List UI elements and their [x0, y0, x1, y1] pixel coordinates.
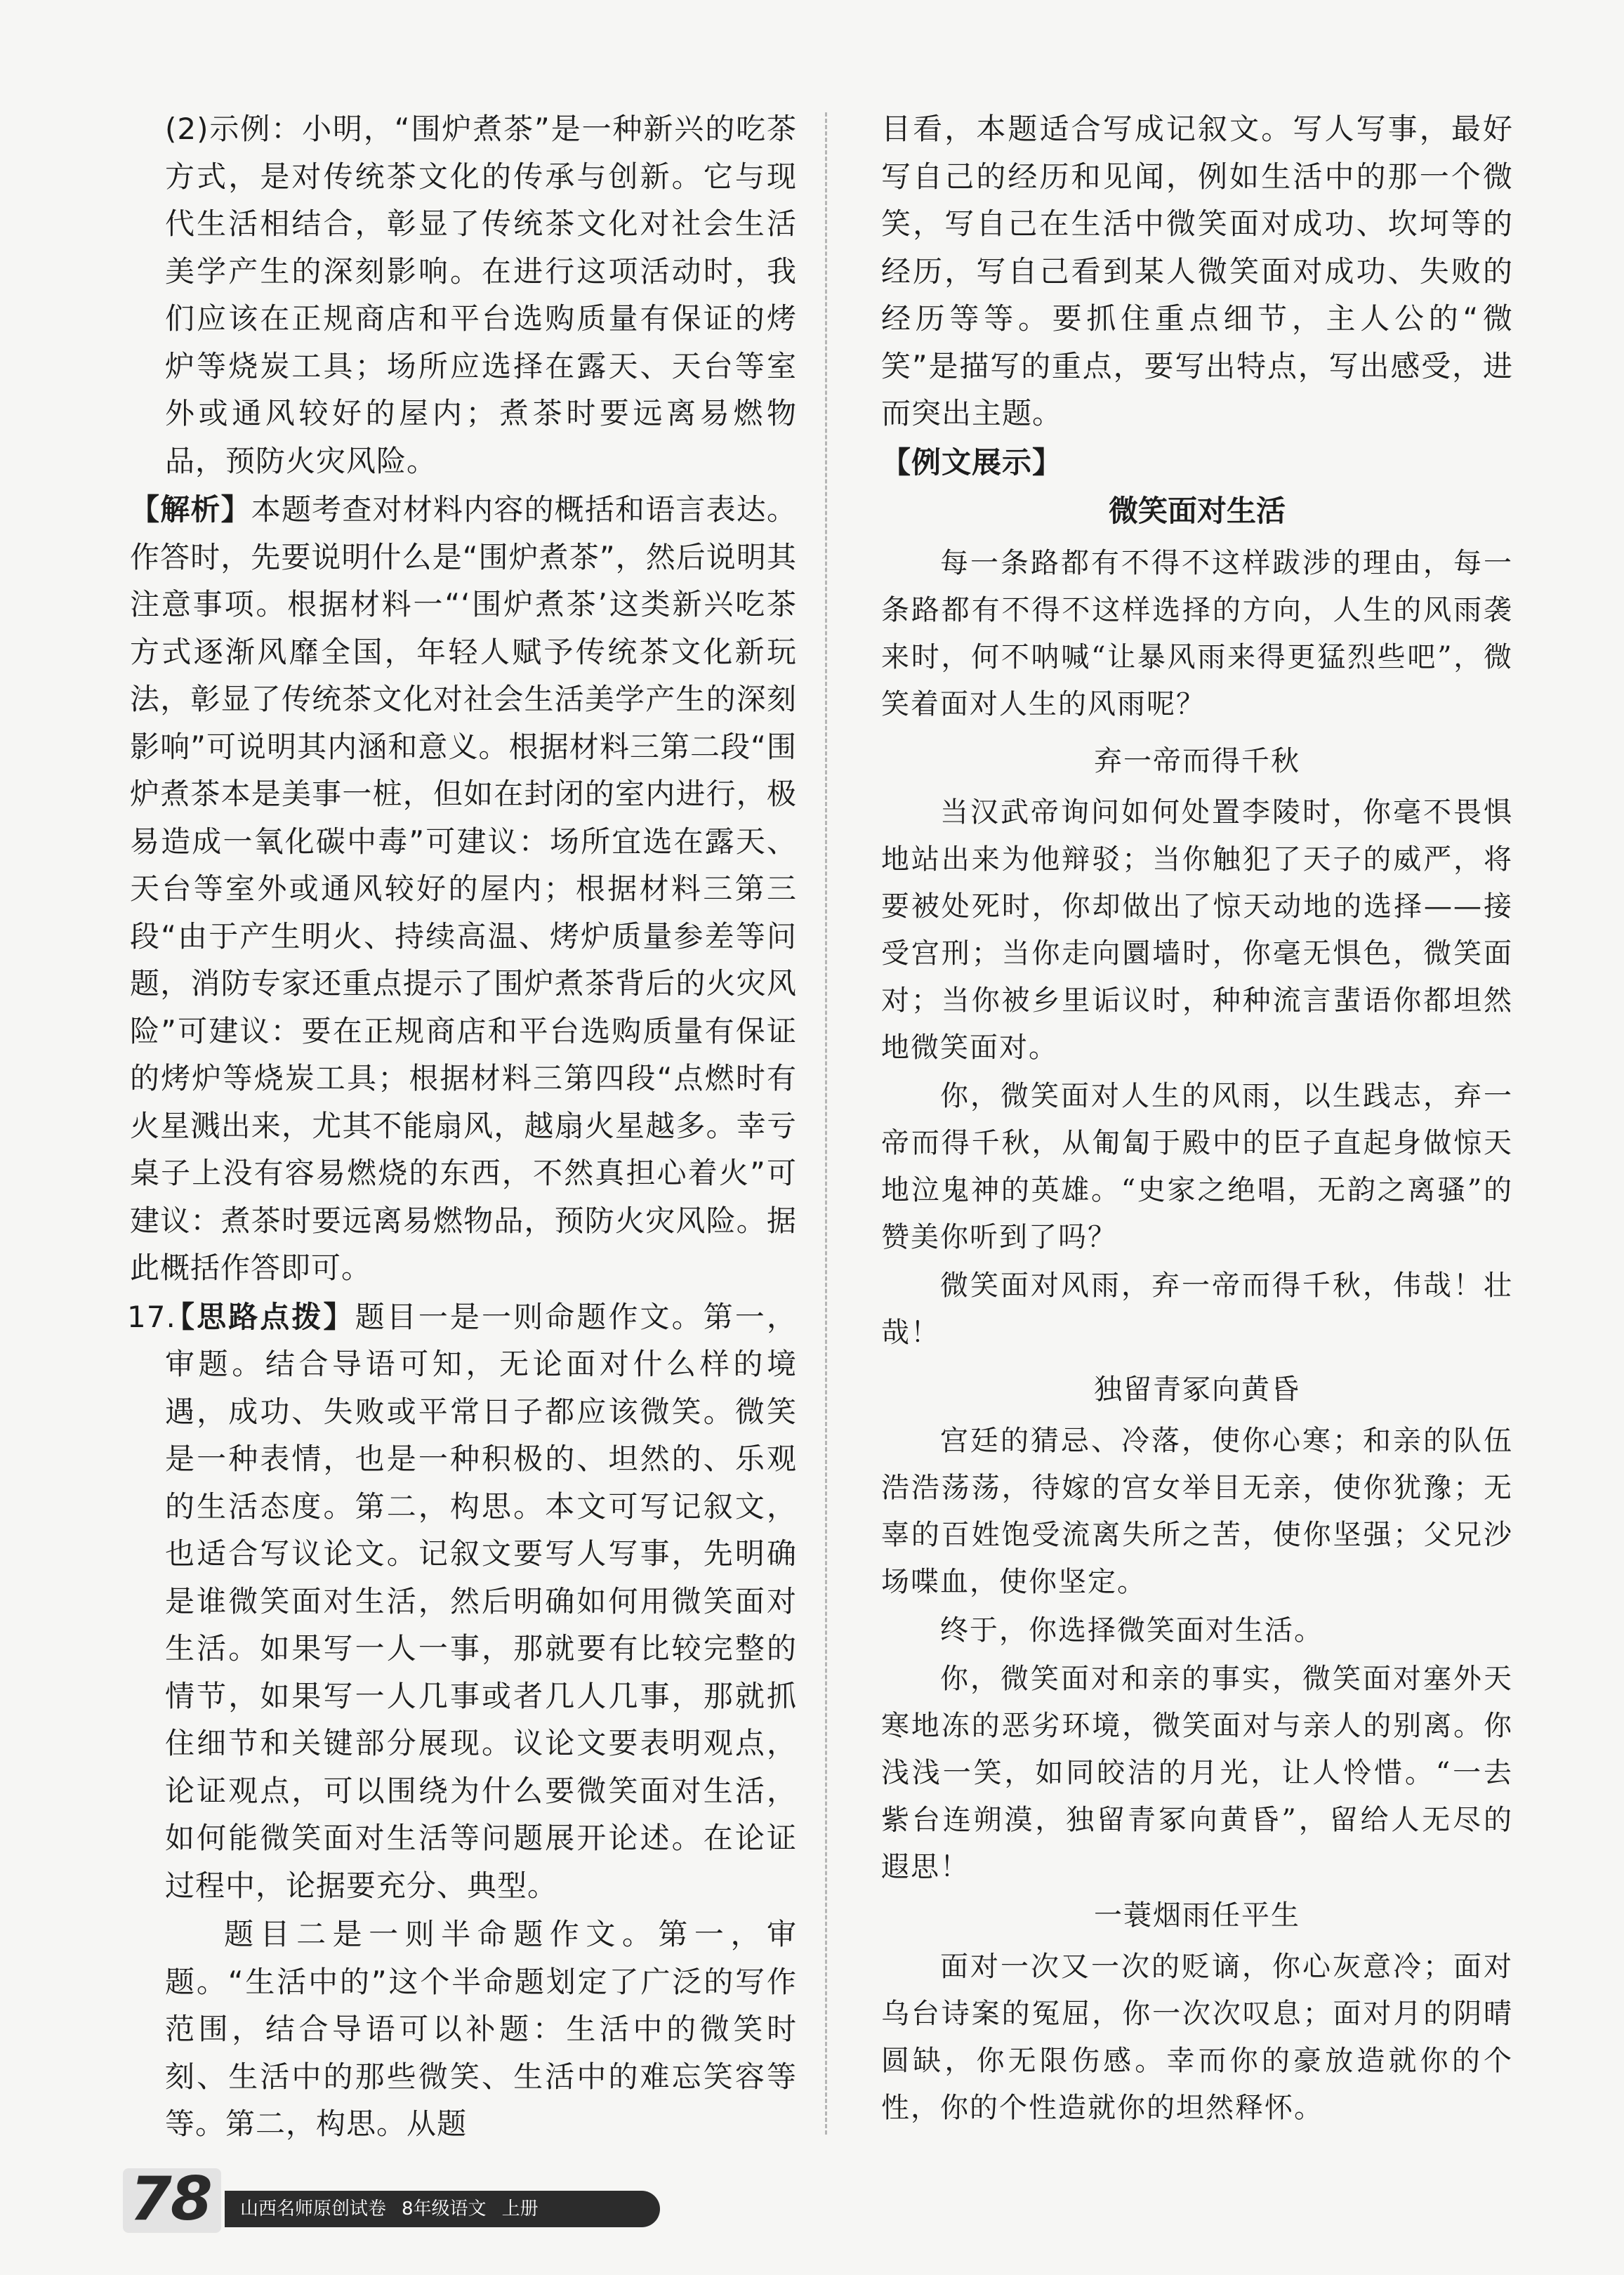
volume: 上册 [501, 2198, 539, 2220]
essay-paragraph: 当汉武帝询问如何处置李陵时，你毫不畏惧地站出来为他辩驳；当你触犯了天子的威严，将要被处死时，你却做出了惊天动地的选择——接受宫刑；当你走向圜墙时，你毫无惧色，微笑面对；当你被乡里诟议时，种种流言蜚语你都坦然地微笑面对。 [881, 796, 1513, 1064]
left-column [127, 105, 797, 2149]
page-footer [130, 2164, 762, 2241]
essay-paragraph: 终于，你选择微笑面对生活。 [940, 1614, 1323, 1647]
essay-subheading-2: 独留青冢向黄昏 [1094, 1373, 1300, 1406]
column-divider [825, 112, 827, 2135]
example-essay [881, 540, 1513, 2132]
question-17-text: 题目一是一则命题作文。第一，审题。结合导语可知，无论面对什么样的境遇，成功、失败或平常日子都应该微笑。微笑是一种表情，也是一种积极的、坦然的、乐观的生活态度。第二，构思。本文可写记叙文，也适合写议论文。记叙文要写人写事，先明确是谁微笑面对生活，然后明确如何用微笑面对生活。如果写一人一事，那就要有比较完整的情节，如果写一人几事或者几人几事，那就抓住细节和关键部分展现。议论文要表明观点，论证观点，可以围绕为什么要微笑面对生活，如何能微笑面对生活等问题展开论述。在论证过程中，论据要充分、典型。 [165, 1299, 797, 1903]
essay-paragraph: 你，微笑面对和亲的事实，微笑面对塞外天寒地冻的恶劣环境，微笑面对与亲人的别离。你浅浅一笑，如同皎洁的月光，让人怜惜。“一去紫台连朔漠，独留青冢向黄昏”，留给人无尽的遐思！ [881, 1663, 1513, 1883]
answer-example-paragraph: (2)示例：小明，“围炉煮茶”是一种新兴的吃茶方式，是对传统茶文化的传承与创新。它与现代生活相结合，彰显了传统茶文化对社会生活美学产生的深刻影响。在进行这项活动时，我们应该在正规商店和平台选购质量有保证的烤炉等烧炭工具；场所应选择在露天、天台等室外或通风较好的屋内；煮茶时要远离易燃物品，预防火灾风险。 [165, 112, 797, 478]
question-17-text-part2: 题目二是一则半命题作文。第一，审题。“生活中的”这个半命题划定了广泛的写作范围，结合导语可以补题：生活中的微笑时刻、生活中的那些微笑、生活中的难忘笑容等等。第二，构思。从题 [165, 1917, 797, 2141]
essay-paragraph: 你，微笑面对人生的风雨，以生践志，弃一帝而得千秋，从匍匐于殿中的臣子直起身做惊天地泣鬼神的英雄。“史家之绝唱，无韵之离骚”的赞美你听到了吗？ [881, 1080, 1513, 1253]
right-column [881, 105, 1513, 2133]
analysis-paragraph [130, 486, 797, 1292]
essay-paragraph: 面对一次又一次的贬谪，你心灰意冷；面对乌台诗案的冤屈，你一次次叹息；面对月的阴晴圆缺，你无限伤感。幸而你的豪放造就你的个性，你的个性造就你的坦然释怀。 [881, 1951, 1513, 2124]
essay-paragraph: 宫廷的猜忌、冷落，使你心寒；和亲的队伍浩浩荡荡，待嫁的宫女举目无亲，使你犹豫；无辜的百姓饱受流离失所之苦，使你坚强；父兄沙场喋血，使你坚定。 [881, 1425, 1513, 1598]
book-title: 山西名师原创试卷 [240, 2198, 387, 2220]
essay-subheading-3: 一蓑烟雨任平生 [1094, 1899, 1300, 1932]
question-17-paragraph [127, 1293, 797, 1910]
essay-intro: 每一条路都有不得不这样跋涉的理由，每一条路都有不得不这样选择的方向，人生的风雨袭来时，何不呐喊“让暴风雨来得更猛烈些吧”，微笑着面对人生的风雨呢？ [881, 547, 1513, 720]
writing-guidance-paragraph: 目看，本题适合写成记叙文。写人写事，最好写自己的经历和见闻，例如生活中的那一个微笑，写自己在生活中微笑面对成功、坎坷等的经历，写自己看到某人微笑面对成功、失败的经历等等。要抓住重点细节，主人公的“微笑”是描写的重点，要写出特点，写出感受，进而突出主题。 [881, 112, 1513, 430]
grade-subject: 8年级语文 [402, 2198, 487, 2220]
essay-subheading-1: 弃一帝而得千秋 [1094, 745, 1300, 777]
essay-paragraph: 微笑面对风雨，弃一帝而得千秋，伟哉！壮哉！ [881, 1270, 1513, 1349]
question-number: 17. [127, 1299, 176, 1334]
page-number: 78 [130, 2164, 211, 2234]
analysis-text: 本题考查对材料内容的概括和语言表达。作答时，先要说明什么是“围炉煮茶”，然后说明其注意事项。根据材料一“‘围炉煮茶’这类新兴吃茶方式逐渐风靡全国，年轻人赋予传统茶文化新玩法，彰显了传统茶文化对社会生活美学产生的深刻影响”可说明其内涵和意义。根据材料三第二段“围炉煮茶本是美事一桩，但如在封闭的室内进行，极易造成一氧化碳中毒”可建议：场所宜选在露天、天台等室外或通风较好的屋内；根据材料三第三段“由于产生明火、持续高温、烤炉质量参差等问题，消防专家还重点提示了围炉煮茶背后的火灾风险”可建议：要在正规商店和平台选购质量有保证的烤炉等烧炭工具；根据材料三第四段“点燃时有火星溅出来，尤其不能扇风，越扇火星越多。幸亏桌子上没有容易燃烧的东西，不然真担心着火”可建议：煮茶时要远离易燃物品，预防火灾风险。据此概括作答即可。 [130, 492, 797, 1285]
essay-title: 微笑面对生活 [1108, 494, 1286, 528]
book-title-bar [225, 2191, 660, 2227]
analysis-label: 【解析】 [130, 492, 251, 527]
example-essay-label: 【例文展示】 [881, 444, 1063, 480]
thinking-guide-label: 【思路点拨】 [165, 1299, 355, 1334]
